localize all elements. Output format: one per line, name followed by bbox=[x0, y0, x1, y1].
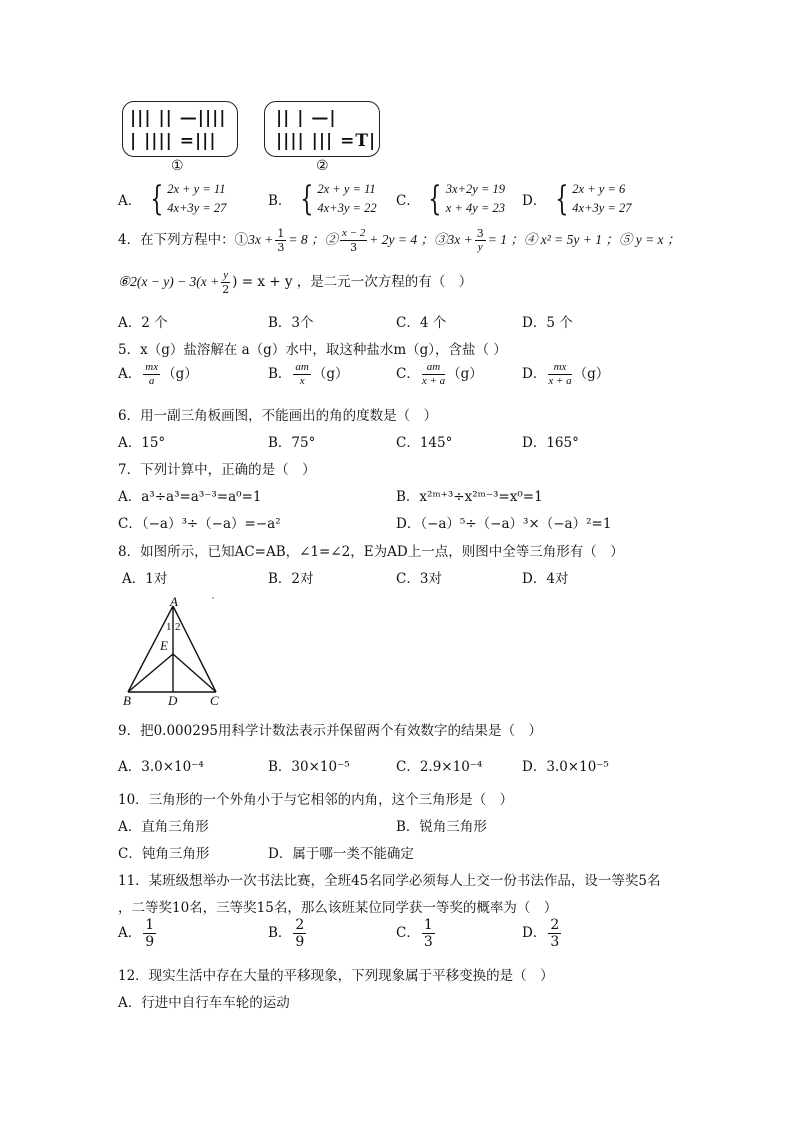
q3-option-a-letter: A． bbox=[118, 193, 142, 209]
q5-b-letter: B． bbox=[268, 366, 292, 382]
q11-stem-line-2: ，二等奖10名，三等奖15名，那么该班某位同学获一等奖的概率为（ ） bbox=[118, 900, 558, 916]
q3-c-eq1: 3x+2y = 19 bbox=[445, 182, 505, 196]
q6-stem: 6．用一副三角板画图，不能画出的角的度数是（ ） bbox=[118, 408, 438, 424]
q4-eq3-den: y bbox=[477, 241, 483, 253]
q3-c-eq2: x + 4y = 23 bbox=[445, 201, 505, 215]
q5-a-unit: （g） bbox=[162, 366, 198, 382]
q12-stem: 12．现实生活中存在大量的平移现象，下列现象属于平移变换的是（ ） bbox=[118, 968, 554, 984]
q3-a-eq2: 4x+3y = 27 bbox=[167, 201, 227, 215]
q4-eq6-num: y bbox=[223, 269, 229, 281]
angle-label-1: 1 bbox=[166, 621, 172, 633]
q7-option-a: A．a³÷a³=a³⁻³=a⁰=1 bbox=[118, 489, 262, 505]
brace-icon: { bbox=[554, 179, 568, 219]
q5-d-den: x + a bbox=[548, 375, 572, 387]
q4-stem-line-2 bbox=[118, 270, 472, 295]
q4-option-d: D．5 个 bbox=[522, 315, 573, 331]
q8-option-d: D．4对 bbox=[522, 571, 569, 587]
q11-b-num: 2 bbox=[295, 917, 305, 933]
q4-eq3-num: 3 bbox=[476, 227, 484, 240]
q5-a-letter: A． bbox=[118, 366, 142, 382]
q3-a-eq1: 2x + y = 11 bbox=[167, 182, 226, 196]
brace-icon: { bbox=[428, 179, 442, 219]
q4-option-c: C．4 个 bbox=[396, 315, 447, 331]
q6-option-c: C．145° bbox=[396, 435, 453, 451]
q11-a-num: 1 bbox=[145, 917, 155, 933]
q11-d-letter: D． bbox=[522, 925, 547, 941]
segment-ac bbox=[173, 606, 216, 692]
q3-d-eq2: 4x+3y = 27 bbox=[572, 201, 632, 215]
q5-a-num: mx bbox=[145, 361, 159, 373]
angle-label-2: 2 bbox=[175, 621, 181, 633]
figure-dot bbox=[212, 597, 214, 599]
q5-b-unit: （g） bbox=[312, 366, 349, 382]
q5-option-d bbox=[522, 362, 609, 387]
q5-b-den: x bbox=[299, 375, 305, 387]
rod-box-2-row-1: || | —| bbox=[276, 108, 337, 128]
q8-stem: 8．如图所示，已知AC=AB，∠1=∠2，E为AD上一点，则图中全等三角形有（ ） bbox=[118, 544, 624, 560]
q4-eq1-den: 3 bbox=[277, 241, 285, 254]
q3-b-eq1: 2x + y = 11 bbox=[317, 182, 376, 196]
q5-b-num: am bbox=[295, 361, 309, 373]
q4-eq6-part: ⑥2(x − y) − 3(x + bbox=[118, 274, 220, 289]
q11-c-num: 1 bbox=[423, 917, 433, 933]
q10-stem: 10．三角形的一个外角小于与它相邻的内角，这个三角形是（ ） bbox=[118, 792, 514, 808]
q6-option-d: D．165° bbox=[522, 435, 579, 451]
q9-option-c: C．2.9×10⁻⁴ bbox=[396, 759, 483, 775]
q3-option-d-letter: D． bbox=[522, 193, 547, 209]
rod-box-2-row-2: |||| ||| =T| bbox=[276, 131, 377, 151]
q4-eq1-num: 1 bbox=[277, 227, 285, 240]
q8-option-a: A．1对 bbox=[122, 571, 168, 587]
q3-option-b-letter: B． bbox=[268, 193, 292, 209]
q10-option-d: D．属于哪一类不能确定 bbox=[268, 846, 414, 862]
q4-stem-line-1 bbox=[118, 228, 680, 253]
rod-box-2-label: ② bbox=[316, 158, 329, 174]
q11-option-d bbox=[522, 918, 563, 949]
q11-d-num: 2 bbox=[550, 917, 560, 933]
q6-option-a: A．15° bbox=[118, 435, 166, 451]
q4-eq2-rest: + 2y = 4 ；③3x + bbox=[369, 232, 473, 247]
q5-c-den: x + a bbox=[421, 375, 446, 387]
q4-eq6-den: 2 bbox=[222, 283, 230, 296]
q11-stem-line-1: 11．某班级想举办一次书法比赛，全班45名同学必须每人上交一份书法作品，设一等奖5名 bbox=[118, 873, 661, 889]
q5-a-den: a bbox=[148, 375, 155, 387]
q11-a-letter: A． bbox=[118, 925, 142, 941]
label-a: A bbox=[170, 594, 178, 609]
q5-c-letter: C． bbox=[396, 366, 420, 382]
triangle-figure bbox=[118, 592, 230, 710]
segment-ec bbox=[173, 654, 216, 692]
q4-eq1-part: 3x + bbox=[248, 232, 274, 247]
q11-a-den: 9 bbox=[145, 934, 155, 950]
q5-d-num: mx bbox=[548, 362, 571, 375]
label-b: B bbox=[123, 693, 131, 708]
q4-eq3-rest: = 1 ；④ x² = 5y + 1 ；⑤ y = x ； bbox=[487, 232, 681, 247]
q9-option-d: D．3.0×10⁻⁵ bbox=[522, 759, 609, 775]
label-d: D bbox=[168, 693, 178, 708]
q7-stem: 7．下列计算中，正确的是（ ） bbox=[118, 462, 316, 478]
q4-eq6-rest: ) = x + y ，是二元一次方程的有（ ） bbox=[232, 274, 473, 290]
q9-option-a: A．3.0×10⁻⁴ bbox=[118, 759, 204, 775]
q9-option-b: B．30×10⁻⁵ bbox=[268, 759, 350, 775]
q11-c-letter: C． bbox=[396, 925, 420, 941]
q3-option-b bbox=[268, 180, 377, 218]
q5-d-unit: （g） bbox=[573, 366, 610, 382]
q5-option-c bbox=[396, 362, 483, 387]
rod-box-1-label: ① bbox=[171, 158, 184, 174]
q5-d-letter: D． bbox=[522, 366, 547, 382]
label-c: C bbox=[210, 693, 219, 708]
q4-stem-prefix: 4．在下列方程中：① bbox=[118, 232, 249, 248]
label-e: E bbox=[160, 638, 168, 653]
q3-d-eq1: 2x + y = 6 bbox=[572, 182, 626, 196]
q12-option-a: A．行进中自行车车轮的运动 bbox=[118, 995, 290, 1011]
q11-c-den: 3 bbox=[423, 934, 433, 950]
q11-b-letter: B． bbox=[268, 925, 292, 941]
q5-c-num: am bbox=[422, 362, 445, 375]
q4-eq2-num: x − 2 bbox=[341, 227, 366, 239]
q8-option-b: B．2对 bbox=[268, 571, 314, 587]
q10-option-a: A．直角三角形 bbox=[118, 819, 209, 835]
brace-icon: { bbox=[149, 179, 163, 219]
q10-option-b: B．锐角三角形 bbox=[396, 819, 487, 835]
q7-option-c: C．（−a）³÷（−a）=−a² bbox=[118, 516, 281, 532]
brace-icon: { bbox=[300, 179, 314, 219]
q4-option-b: B．3个 bbox=[268, 315, 314, 331]
q8-option-c: C．3对 bbox=[396, 571, 442, 587]
q9-stem: 9．把0.000295用科学计数法表示并保留两个有效数字的结果是（ ） bbox=[118, 723, 543, 739]
q10-option-c: C．钝角三角形 bbox=[118, 846, 210, 862]
q5-stem: 5．x（g）盐溶解在 a（g）水中，取这种盐水m（g），含盐（ ） bbox=[118, 342, 507, 358]
q5-c-unit: （g） bbox=[447, 366, 483, 382]
q3-b-eq2: 4x+3y = 22 bbox=[317, 201, 377, 215]
q7-option-d: D．（−a）⁵÷（−a）³×（−a）²=1 bbox=[396, 516, 612, 532]
q4-eq1-rest: = 8 ；② bbox=[288, 232, 338, 247]
q11-option-c bbox=[396, 918, 437, 949]
q4-eq2-den: 3 bbox=[350, 241, 358, 254]
q5-option-a bbox=[118, 362, 198, 387]
q11-b-den: 9 bbox=[295, 934, 305, 950]
q11-option-b bbox=[268, 918, 308, 949]
q11-option-a bbox=[118, 918, 158, 949]
q3-option-c-letter: C． bbox=[396, 193, 420, 209]
rod-box-1-row-2: | |||| =||| bbox=[130, 131, 217, 151]
q5-option-b bbox=[268, 362, 349, 387]
q3-option-c bbox=[396, 180, 505, 218]
segment-eb bbox=[128, 654, 173, 692]
q11-d-den: 3 bbox=[550, 934, 560, 950]
q6-option-b: B．75° bbox=[268, 435, 316, 451]
q3-option-a bbox=[118, 180, 226, 218]
q7-option-b: B．x²ᵐ⁺³÷x²ᵐ⁻³=x⁰=1 bbox=[396, 489, 543, 505]
q3-option-d bbox=[522, 180, 631, 218]
rod-box-1-row-1: ||| || —|||| bbox=[130, 108, 227, 128]
q4-option-a: A．2 个 bbox=[118, 315, 168, 331]
